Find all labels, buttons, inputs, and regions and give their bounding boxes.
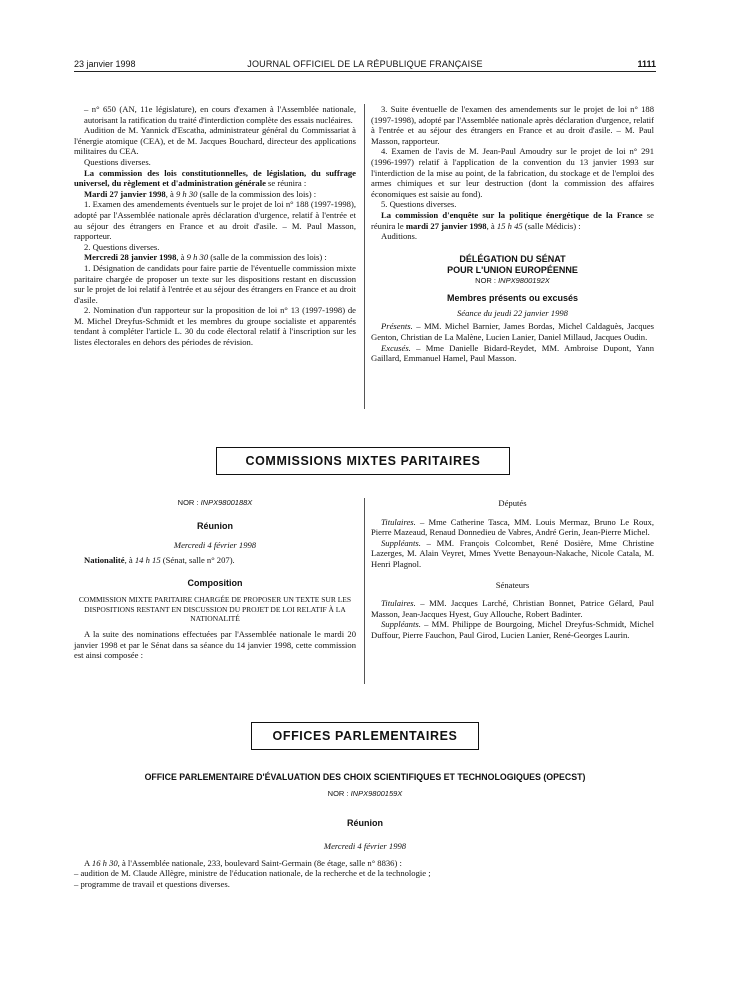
column-divider xyxy=(364,104,365,409)
nor-reference: NOR : INPX9800159X xyxy=(327,789,403,798)
paragraph: La commission des lois constitutionnelles, de législation, du suffrage universel, du règlement et d'administration générale se réunira : xyxy=(74,167,356,189)
composition-title: Composition xyxy=(187,578,243,589)
paragraph: Titulaires. – MM. Jacques Larché, Christian Bonnet, Patrice Gélard, Paul Masson, Jean-Jacques Hyest, Guy Allouche, Robert Badinter. xyxy=(371,598,654,619)
paragraph: La commission d'enquête sur la politique énergétique de la France se réunira le mardi 27 janvier 1998, à 15 h 45 (salle Médicis) : xyxy=(371,209,654,231)
paragraph: Audition de M. Yannick d'Escatha, administrateur général du Commissariat à l'énergie atomique (CEA), et de M. Jacques Bouchard, directeur des applications militaires du CEA. xyxy=(74,125,356,157)
paragraph: 2. Nomination d'un rapporteur sur la proposition de loi n° 13 (1997-1998) de M. Michel Dreyfus-Schmidt et les membres du groupe socialiste et apparentés tendant à compléter l'article L. 30 du code électoral relatif à l'inscription sur les listes électorales en dehors des périodes de révision. xyxy=(74,305,356,348)
reunion-title: Réunion xyxy=(197,521,233,531)
offices-content xyxy=(74,772,656,889)
column-divider xyxy=(364,498,365,684)
nor-reference: NOR : INPX9800188X xyxy=(177,498,253,507)
paragraph: – n° 650 (AN, 11e législature), en cours d'examen à l'Assemblée nationale, autorisant la ratification du traité d'interdiction complète des essais nucléaires. xyxy=(84,104,356,125)
reunion-title: Réunion xyxy=(347,818,383,828)
header-rule xyxy=(74,71,656,72)
paragraph: A 16 h 30, à l'Assemblée nationale, 233, boulevard Saint-Germain (8e étage, salle n° 8836) : xyxy=(84,857,402,868)
paragraph: Questions diverses. xyxy=(84,156,151,167)
deputes-heading: Députés xyxy=(498,498,527,508)
paragraph: A la suite des nominations effectuées par l'Assemblée nationale le mardi 20 janvier 1998 et par le Sénat dans sa séance du 14 janvier 1998, cette commission est ainsi composée : xyxy=(74,628,356,661)
page-header xyxy=(74,59,656,75)
nor-reference: NOR : INPX9800192X xyxy=(475,275,550,285)
paragraph: 5. Questions diverses. xyxy=(381,199,457,210)
section-box-cmp: COMMISSIONS MIXTES PARITAIRES xyxy=(216,447,510,475)
header-journal-title: JOURNAL OFFICIEL DE LA RÉPUBLIQUE FRANÇAISE xyxy=(247,59,483,69)
members-title: Membres présents ou excusés xyxy=(446,292,579,303)
delegation-title: DÉLÉGATION DU SÉNAT POUR L'UNION EUROPÉENNE xyxy=(447,253,578,275)
paragraph: Titulaires. – Mme Catherine Tasca, MM. Louis Mermaz, Bruno Le Roux, Pierre Mazeaud, Renaud Donnedieu de Vabres, André Gerin, Jean-Pierre Michel. xyxy=(371,516,654,538)
paragraph: Suppléants. – MM. Philippe de Bourgoing, Michel Dreyfus-Schmidt, Michel Duffour, Pierre Fauchon, Paul Girod, Lucien Lanier, René-Georges Laurin. xyxy=(371,619,654,640)
paragraph: – programme de travail et questions diverses. xyxy=(74,878,230,889)
paragraph: Nationalité, à 14 h 15 (Sénat, salle n° 207). xyxy=(84,554,235,565)
header-date: 23 janvier 1998 xyxy=(74,59,136,69)
paragraph: Excusés. – Mme Danielle Bidard-Reydet, MM. Ambroise Dupont, Yann Gaillard, Emmanuel Hamel, Paul Masson. xyxy=(371,342,654,364)
paragraph: 2. Questions diverses. xyxy=(84,241,160,252)
cmp-left-column xyxy=(74,498,356,661)
office-title: OFFICE PARLEMENTAIRE D'ÉVALUATION DES CHOIX SCIENTIFIQUES ET TECHNOLOGIQUES (OPECST) xyxy=(144,772,586,782)
paragraph: Présents. – MM. Michel Barnier, James Bordas, Michel Caldaguès, Jacques Genton, Christian de La Malène, Lucien Lanier, Daniel Millaud, Jacques Oudin. xyxy=(371,321,654,342)
senateurs-heading: Sénateurs xyxy=(495,579,530,590)
paragraph: – audition de M. Claude Allègre, ministre de l'éducation nationale, de la recherche et de la technologie ; xyxy=(74,868,431,879)
meeting-date: Mercredi 4 février 1998 xyxy=(173,540,257,550)
paragraph: 4. Examen de l'avis de M. Jean-Paul Amoudry sur le projet de loi n° 291 (1996-1997) relatif à l'application de la convention du 13 janvier 1993 sur l'interdiction de la mise au point, de la fabrication, du stockage et de l'emploi des armes chimiques et sur leur destruction (dont la commission des affaires économiques est saisie au fond). xyxy=(371,146,654,199)
meeting-date: Mercredi 4 février 1998 xyxy=(323,841,407,851)
paragraph: 3. Suite éventuelle de l'examen des amendements sur le projet de loi n° 188 (1997-1998), adopté par l'Assemblée nationale après déclaration d'urgence, relatif à l'entrée et au séjour des étrangers en France et au droit d'asile. – M. Paul Masson, rapporteur. xyxy=(371,104,654,146)
paragraph: Mercredi 28 janvier 1998, à 9 h 30 (salle de la commission des lois) : xyxy=(84,252,327,263)
paragraph: 1. Désignation de candidats pour faire partie de l'éventuelle commission mixte paritaire chargée de proposer un texte sur les dispositions restant en discussion sur le projet de loi relatif à l'entrée et au séjour des étrangers en France et au droit d'asile. xyxy=(74,262,356,305)
paragraph: 1. Examen des amendements éventuels sur le projet de loi n° 188 (1997-1998), adopté par l'Assemblée nationale après déclaration d'urgence, relatif à l'entrée et au séjour des étrangers en France et au droit d'asile. – M. Paul Masson, rapporteur. xyxy=(74,199,356,242)
header-page-number: 1111 xyxy=(637,59,656,69)
seance-date: Séance du jeudi 22 janvier 1998 xyxy=(457,307,568,318)
commission-caption: COMMISSION MIXTE PARITAIRE CHARGÉE DE PROPOSER UN TEXTE SUR LES DISPOSITIONS RESTANT EN DISCUSSION DU PROJET DE LOI RELATIF À LA NATIONALITÉ xyxy=(78,595,352,624)
paragraph: Suppléants. – MM. François Colcombet, René Dosière, Mme Christine Lazerges, M. Alain Veyret, Mmes Yvette Benayoun-Nakache, Nicole Catala, M. Henri Plagnol. xyxy=(371,537,654,569)
section-box-offices: OFFICES PARLEMENTAIRES xyxy=(251,722,479,750)
paragraph: Auditions. xyxy=(381,231,418,242)
paragraph: Mardi 27 janvier 1998, à 9 h 30 (salle de la commission des lois) : xyxy=(84,188,317,199)
left-column-top xyxy=(74,104,356,348)
cmp-right-column xyxy=(371,498,654,641)
right-column-top xyxy=(371,104,654,364)
